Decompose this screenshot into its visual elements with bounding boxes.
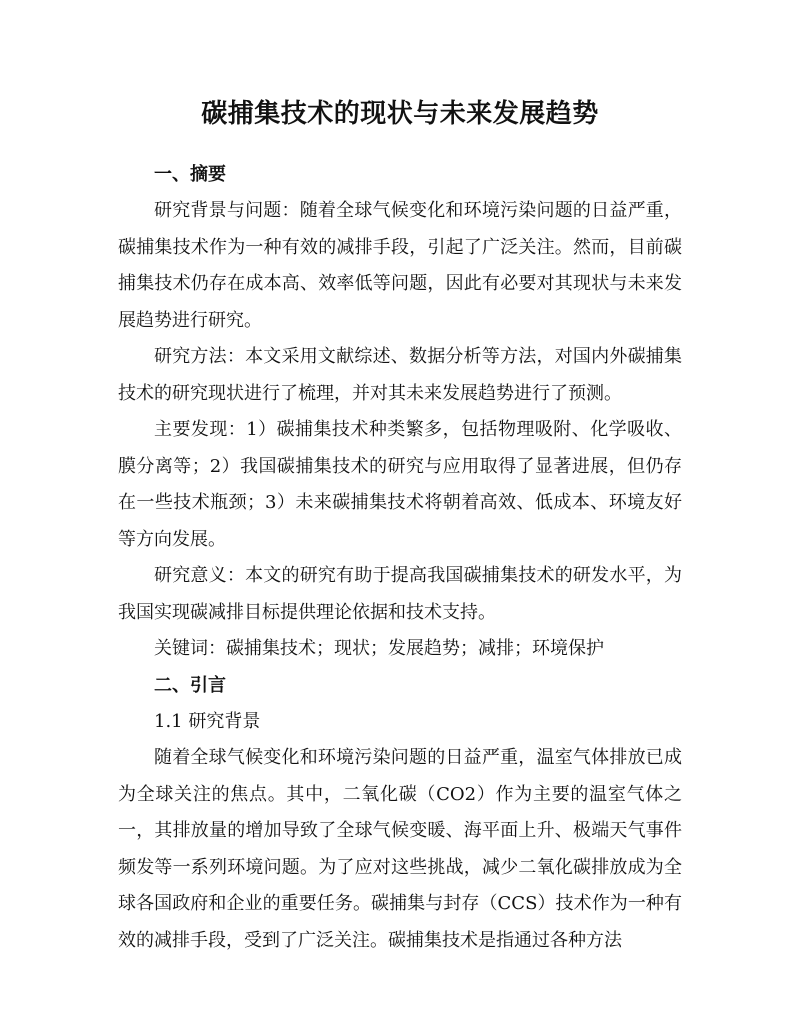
abstract-significance-paragraph: 研究意义：本文的研究有助于提高我国碳捕集技术的研发水平，为我国实现碳减排目标提供理论依据和技术支持。 <box>118 565 682 623</box>
keywords-line: 关键词：碳捕集技术；现状；发展趋势；减排；环境保护 <box>154 638 604 659</box>
abstract-method-paragraph: 研究方法：本文采用文献综述、数据分析等方法，对国内外碳捕集技术的研究现状进行了梳理，并对其未来发展趋势进行了预测。 <box>118 346 682 404</box>
introduction-paragraph: 随着全球气候变化和环境污染问题的日益严重，温室气体排放已成为全球关注的焦点。其中，二氧化碳（CO2）作为主要的温室气体之一，其排放量的增加导致了全球气候变暖、海平面上升、极端天气事件频发等一系列环境问题。为了应对这些挑战，减少二氧化碳排放成为全球各国政府和企业的重要任务。碳捕集与封存（CCS）技术作为一种有效的减排手段，受到了广泛关注。碳捕集技术是指通过各种方法 <box>118 747 682 951</box>
section-heading-abstract: 一、摘要 <box>154 164 226 185</box>
abstract-findings-paragraph: 主要发现：1）碳捕集技术种类繁多，包括物理吸附、化学吸收、膜分离等；2）我国碳捕集技术的研究与应用取得了显著进展，但仍存在一些技术瓶颈；3）未来碳捕集技术将朝着高效、低成本、环境友好等方向发展。 <box>118 419 682 550</box>
document-title: 碳捕集技术的现状与未来发展趋势 <box>201 99 599 129</box>
subsection-heading-background: 1.1 研究背景 <box>154 710 261 732</box>
section-heading-introduction: 二、引言 <box>154 674 226 696</box>
abstract-background-paragraph: 研究背景与问题：随着全球气候变化和环境污染问题的日益严重，碳捕集技术作为一种有效的减排手段，引起了广泛关注。然而，目前碳捕集技术仍存在成本高、效率低等问题，因此有必要对其现状与未来发展趋势进行研究。 <box>118 200 682 331</box>
